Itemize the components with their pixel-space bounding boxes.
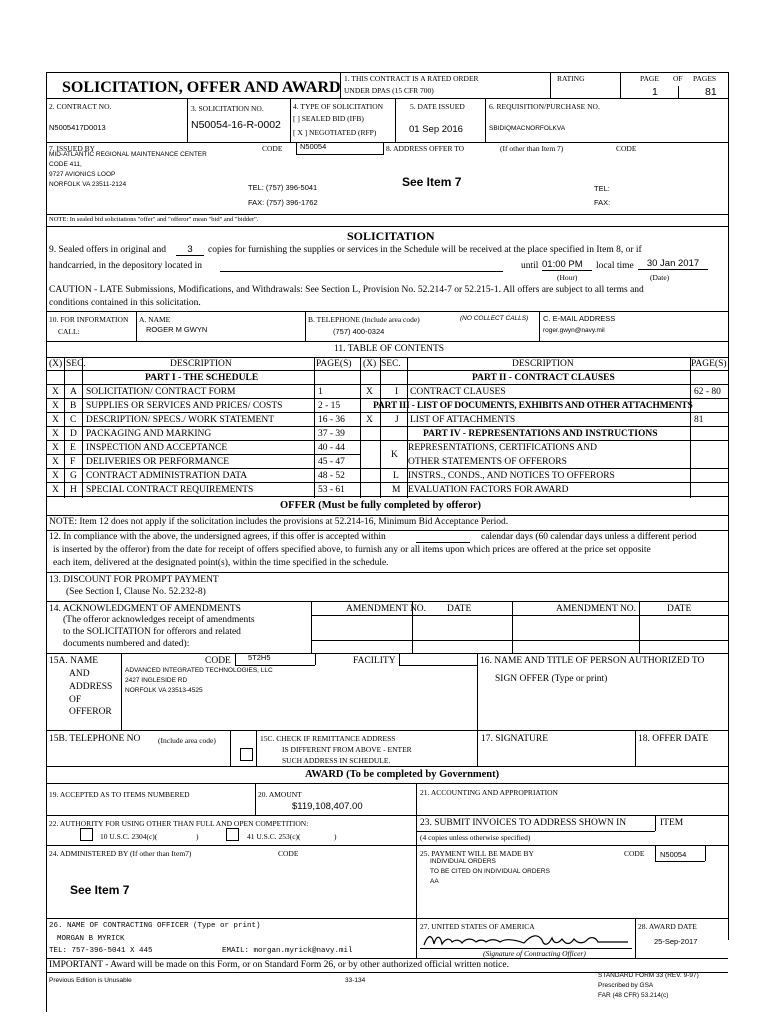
amendment-no-header-1: AMENDMENT NO. (346, 604, 427, 614)
offer-to-note: (If other than Item 7) (500, 144, 564, 153)
copies-value[interactable]: 3 (176, 244, 204, 256)
toc-left-x: X (52, 429, 59, 439)
toc-left-x: X (52, 443, 59, 453)
rating-label: RATING (557, 74, 585, 83)
issued-code-value: N50054 (300, 142, 327, 151)
item26-label: 26. NAME OF CONTRACTING OFFICER (Type or print) (49, 922, 261, 930)
toc-left-sec: C (70, 415, 77, 425)
important-note: IMPORTANT - Award will be made on this Form, or on Standard Form 26, or by other authorized official written notice. (49, 960, 509, 970)
item20-label: 20. AMOUNT (258, 790, 302, 799)
amendment-no-header-2: AMENDMENT NO. (556, 604, 637, 614)
item15a-line2: AND (69, 669, 90, 679)
item15c-line2: IS DIFFERENT FROM ABOVE - ENTER (282, 745, 412, 754)
pages-value: 81 (705, 86, 717, 98)
toc-left-sec: F (70, 457, 76, 467)
item15a-line4: OF (69, 695, 82, 705)
item15b-note: (Include area code) (158, 736, 216, 745)
toc-right-m-sec: M (392, 485, 401, 495)
offeror-address-line2: 2427 INGLESIDE RD (125, 677, 188, 684)
type-of-solicitation-label: 4. TYPE OF SOLICITATION (293, 102, 384, 111)
toc-right-k-desc2: OTHER STATEMENTS OF OFFERORS (408, 457, 567, 467)
toc-right-j-pages: 81 (694, 415, 704, 425)
item25-code-value: N50054 (660, 850, 687, 859)
toc-left-desc: SUPPLIES OR SERVICES AND PRICES/ COSTS (86, 401, 283, 411)
requisition-value: SBIDIQMACNORFOLKVA (489, 125, 566, 132)
item15a-line1: 15A. NAME (49, 656, 99, 666)
toc-left-desc: CONTRACT ADMINISTRATION DATA (86, 471, 248, 481)
solicitation-heading: SOLICITATION (347, 229, 435, 243)
page-label: PAGE (640, 74, 659, 83)
toc-part4-heading: PART IV - REPRESENTATIONS AND INSTRUCTIONS (423, 429, 658, 439)
item15a-line5: OFFEROR (69, 707, 112, 717)
item16-label: 16. NAME AND TITLE OF PERSON AUTHORIZED TO (480, 656, 705, 666)
award-date-value: 25-Sep-2017 (654, 937, 698, 946)
item14-text-b: (The offeror acknowledges receipt of amendments (63, 615, 255, 625)
item18-label: 18. OFFER DATE (638, 734, 709, 744)
info-telephone-value: (757) 400-0324 (333, 327, 385, 336)
toc-part3-heading: PART III - LIST OF DOCUMENTS, EXHIBITS AND OTHER ATTACHMENTS (373, 401, 693, 411)
address-offer-to-label: 8. ADDRESS OFFER TO (386, 144, 465, 153)
item25-label: 25. PAYMENT WILL BE MADE BY (420, 849, 534, 858)
toc-left-pages: 40 - 44 (318, 443, 345, 453)
officer-name: MORGAN B MYRICK (57, 935, 125, 943)
item16-sub: SIGN OFFER (Type or print) (495, 674, 608, 684)
toc-desc-header-right: DESCRIPTION (512, 359, 574, 369)
toc-left-pages: 2 - 15 (318, 401, 341, 411)
item21-label: 21. ACCOUNTING AND APPROPRIATION (420, 788, 558, 797)
item23-label: 23. SUBMIT INVOICES TO ADDRESS SHOWN IN (420, 818, 627, 828)
usc-253-label: 41 U.S.C. 253(c)( (247, 832, 301, 841)
issued-address-line2: CODE 411, (49, 161, 82, 168)
standard-form: STANDARD FORM 33 (REV. 9-97) (598, 972, 699, 979)
date-sub-label: (Date) (650, 273, 670, 282)
toc-right-i-x: X (366, 387, 373, 397)
toc-sec-header-right: SEC. (381, 359, 401, 369)
facility-label: FACILITY (353, 656, 396, 666)
payment-line3: AA (430, 878, 439, 885)
issued-address-line3: 9727 AVIONICS LOOP (49, 171, 116, 178)
amendment-date-header-2: DATE (667, 604, 692, 614)
contracting-officer-signature (420, 930, 632, 950)
item12-text-d: each item, delivered at the designated point(s), within the time specified in the schedule. (53, 558, 389, 568)
usc-2304-close: ) (196, 832, 199, 841)
item25-code-label: CODE (624, 849, 645, 858)
toc-left-x: X (52, 415, 59, 425)
page-value: 1 (652, 86, 658, 98)
info-name-value: ROGER M GWYN (146, 325, 208, 334)
issued-tel: TEL: (757) 396-5041 (248, 183, 318, 192)
toc-right-i-pages: 62 - 80 (694, 387, 721, 397)
toc-left-desc: DELIVERIES OR PERFORMANCE (86, 457, 230, 467)
toc-left-pages: 48 - 52 (318, 471, 345, 481)
toc-left-desc: PACKAGING AND MARKING (86, 429, 212, 439)
toc-desc-header-left: DESCRIPTION (170, 359, 232, 369)
toc-left-x: X (52, 485, 59, 495)
date-issued-value: 01 Sep 2016 (409, 124, 463, 135)
item28-label: 28. AWARD DATE (638, 922, 697, 931)
offeror-address-line3: NORFOLK VA 23513-4525 (125, 687, 203, 694)
sealed-bid-checkbox[interactable]: [ ] SEALED BID (IFB) (293, 114, 364, 123)
toc-left-x: X (52, 387, 59, 397)
toc-left-sec: G (70, 471, 77, 481)
toc-left-pages: 1 (318, 387, 323, 397)
payment-line1: INDIVIDUAL ORDERS (430, 858, 496, 865)
item13-label: 13. DISCOUNT FOR PROMPT PAYMENT (49, 575, 219, 585)
toc-left-x: X (52, 457, 59, 467)
issued-code-label: CODE (262, 144, 283, 153)
of-label: OF (673, 74, 683, 83)
offer-code-label: CODE (616, 144, 637, 153)
offer-heading: OFFER (Must be fully completed by offeror) (280, 500, 482, 511)
toc-right-k-sec: K (391, 450, 398, 460)
pages-label: PAGES (693, 74, 717, 83)
administered-see-item: See Item 7 (70, 883, 130, 897)
item12-text-a: 12. In compliance with the above, the undersigned agrees, if this offer is accepted within (49, 532, 386, 542)
toc-left-x: X (52, 471, 59, 481)
item14-text-d: documents numbered and dated): (63, 639, 190, 649)
issued-fax: FAX: (757) 396-1762 (248, 198, 318, 207)
previous-edition: Previous Edition is Unusable (49, 977, 132, 984)
item24-code-label: CODE (278, 849, 299, 858)
officer-tel: TEL: 757-396-5041 X 445 (49, 947, 153, 955)
item12-text-c: is inserted by the offeror) from the date for receipt of offers specified above, to furnish any or all items upon which prices are offered at the price set opposite (53, 545, 651, 555)
toc-left-sec: E (70, 443, 76, 453)
date-issued-label: 5. DATE ISSUED (410, 102, 465, 111)
prescribed-by: Prescribed by GSA (598, 982, 654, 989)
payment-line2: TO BE CITED ON INDIVIDUAL ORDERS (430, 868, 550, 875)
form-title: SOLICITATION, OFFER AND AWARD (62, 79, 341, 96)
info-email-value: roger.gwyn@navy.mil (543, 327, 605, 334)
sealed-bid-note: NOTE: In sealed bid solicitations "offer" and "offeror" mean "bid" and "bidder". (49, 216, 259, 223)
caution-line1: CAUTION - LATE Submissions, Modifications, and Withdrawals: See Section L, Provision No. 52.214-7 or 52.215-1. All offers are subject to all terms and (49, 285, 644, 295)
form-number: 33-134 (345, 977, 366, 984)
negotiated-checkbox[interactable]: [ X ] NEGOTIATED (RFP) (293, 128, 377, 137)
item23-note: (4 copies unless otherwise specified) (420, 833, 531, 842)
toc-right-l-sec: L (393, 471, 399, 481)
item27-note: (Signature of Contracting Officer) (483, 949, 586, 958)
item15a-line3: ADDRESS (69, 682, 113, 692)
offer-to-tel: TEL: (594, 184, 610, 193)
toc-left-pages: 37 - 39 (318, 429, 345, 439)
item27-label: 27. UNITED STATES OF AMERICA (420, 922, 535, 931)
toc-left-desc: DESCRIPTION/ SPECS./ WORK STATEMENT (86, 415, 275, 425)
toc-right-i-desc: CONTRACT CLAUSES (410, 387, 506, 397)
toc-right-k-desc1: REPRESENTATIONS, CERTIFICATIONS AND (408, 443, 597, 453)
caution-line2: conditions contained in this solicitation. (49, 298, 201, 308)
call-label: CALL: (58, 327, 80, 336)
amount-value: $119,108,407.00 (292, 801, 363, 812)
toc-title: 11. TABLE OF CONTENTS (334, 344, 445, 354)
toc-left-desc: INSPECTION AND ACCEPTANCE (86, 443, 228, 453)
rated-order-line2: UNDER DPAS (15 CFR 700) (344, 86, 434, 95)
until-label: until (521, 261, 539, 271)
item-label: ITEM (660, 818, 684, 828)
toc-left-pages: 16 - 36 (318, 415, 345, 425)
info-email-label: C. E-MAIL ADDRESS (543, 314, 616, 323)
toc-right-j-sec: J (395, 415, 399, 425)
issued-address-line1: MID-ATLANTIC REGIONAL MAINTENANCE CENTER (49, 151, 207, 158)
item17-label: 17. SIGNATURE (481, 734, 549, 744)
hour-label: (Hour) (557, 273, 578, 282)
amendment-date-header-1: DATE (447, 604, 472, 614)
toc-right-i-sec: I (395, 387, 399, 397)
officer-email: EMAIL: morgan.myrick@navy.mil (222, 947, 353, 955)
requisition-label: 6. REQUISITION/PURCHASE NO. (489, 102, 600, 111)
toc-left-pages: 45 - 47 (318, 457, 345, 467)
item13-clause: (See Section I, Clause No. 52.232-8) (66, 587, 206, 597)
remittance-checkbox[interactable] (240, 748, 253, 761)
item19-label: 19. ACCEPTED AS TO ITEMS NUMBERED (49, 790, 190, 799)
item22-label: 22. AUTHORITY FOR USING OTHER THAN FULL AND OPEN COMPETITION: (49, 819, 309, 828)
time-value[interactable]: 01:00 PM (542, 259, 592, 271)
usc-2304-label: 10 U.S.C. 2304(c)( (100, 832, 158, 841)
offeror-code-value: 5T2H5 (248, 653, 271, 662)
item12-text-b: calendar days (60 calendar days unless a different period (481, 532, 697, 542)
toc-sec-header-left: SEC. (66, 359, 86, 369)
offer-to-fax: FAX: (594, 198, 611, 207)
item15c-line1: 15C. CHECK IF REMITTANCE ADDRESS (260, 734, 396, 743)
for-information-label: 10. FOR INFORMATION (49, 315, 129, 324)
item9-text-a: 9. Sealed offers in original and (49, 245, 166, 255)
usc-253-checkbox[interactable] (226, 828, 239, 841)
toc-part2-heading: PART II - CONTRACT CLAUSES (472, 373, 615, 383)
date-value[interactable]: 30 Jan 2017 (638, 258, 708, 270)
contract-no-value: N5005417D0013 (49, 123, 106, 132)
item9-text-b: copies for furnishing the supplies or services in the Schedule will be received at the place specified in Item 8, or if (208, 245, 642, 255)
toc-left-x: X (52, 401, 59, 411)
usc-253-close: ) (334, 832, 337, 841)
award-heading: AWARD (To be completed by Government) (305, 769, 500, 780)
toc-part1-heading: PART I - THE SCHEDULE (145, 373, 259, 383)
toc-right-l-desc: INSTRS., CONDS., AND NOTICES TO OFFERORS (408, 471, 615, 481)
toc-right-m-desc: EVALUATION FACTORS FOR AWARD (408, 485, 569, 495)
toc-left-sec: D (70, 429, 77, 439)
local-time-label: local time (596, 261, 634, 271)
item15b-label: 15B. TELEPHONE NO (49, 734, 141, 744)
item24-label: 24. ADMINISTERED BY (If other than Item7) (49, 849, 192, 858)
far-reference: FAR (48 CFR) 53.214(c) (598, 992, 669, 999)
info-telephone-label: B. TELEPHONE (Include area code) (308, 315, 420, 324)
toc-pages-header-right: PAGE(S) (691, 359, 727, 369)
toc-left-sec: B (70, 401, 77, 411)
toc-left-sec: H (70, 485, 77, 495)
issued-address-line4: NORFOLK VA 23511-2124 (49, 181, 127, 188)
contract-no-label: 2. CONTRACT NO. (49, 102, 112, 111)
solicitation-no-value: N50054-16-R-0002 (191, 119, 281, 131)
item15c-line3: SUCH ADDRESS IN SCHEDULE. (282, 756, 391, 765)
toc-x-header-right: (X) (363, 359, 377, 369)
toc-pages-header-left: PAGE(S) (316, 359, 352, 369)
toc-left-desc: SPECIAL CONTRACT REQUIREMENTS (86, 485, 254, 495)
toc-right-j-x: X (366, 415, 373, 425)
rated-order-line1: 1. THIS CONTRACT IS A RATED ORDER (344, 74, 479, 83)
solicitation-no-label: 3. SOLICITATION NO. (191, 104, 264, 113)
offeror-code-label: CODE (205, 656, 231, 666)
info-name-label: A. NAME (139, 315, 171, 324)
usc-2304-checkbox[interactable] (80, 828, 93, 841)
toc-right-j-desc: LIST OF ATTACHMENTS (410, 415, 516, 425)
toc-left-pages: 53 - 61 (318, 485, 345, 495)
toc-left-sec: A (70, 387, 77, 397)
item14-label: 14. ACKNOWLEDGMENT OF AMENDMENTS (49, 604, 241, 614)
offeror-address-line1: ADVANCED INTEGRATED TECHNOLOGIES, LLC (125, 667, 273, 674)
issued-by-label: 7. ISSUED BY (49, 144, 96, 153)
offer-to-see-item: See Item 7 (402, 175, 462, 189)
item9-text-c: handcarried, in the depository located in (49, 261, 203, 271)
no-collect-label: (NO COLLECT CALLS) (460, 315, 529, 322)
toc-x-header-left: (X) (49, 359, 63, 369)
toc-left-desc: SOLICITATION/ CONTRACT FORM (86, 387, 236, 397)
item12-note: NOTE: Item 12 does not apply if the solicitation includes the provisions at 52.214-16, Minimum Bid Acceptance Period. (49, 517, 509, 527)
item14-text-c: to the SOLICITATION for offerors and related (63, 627, 241, 637)
